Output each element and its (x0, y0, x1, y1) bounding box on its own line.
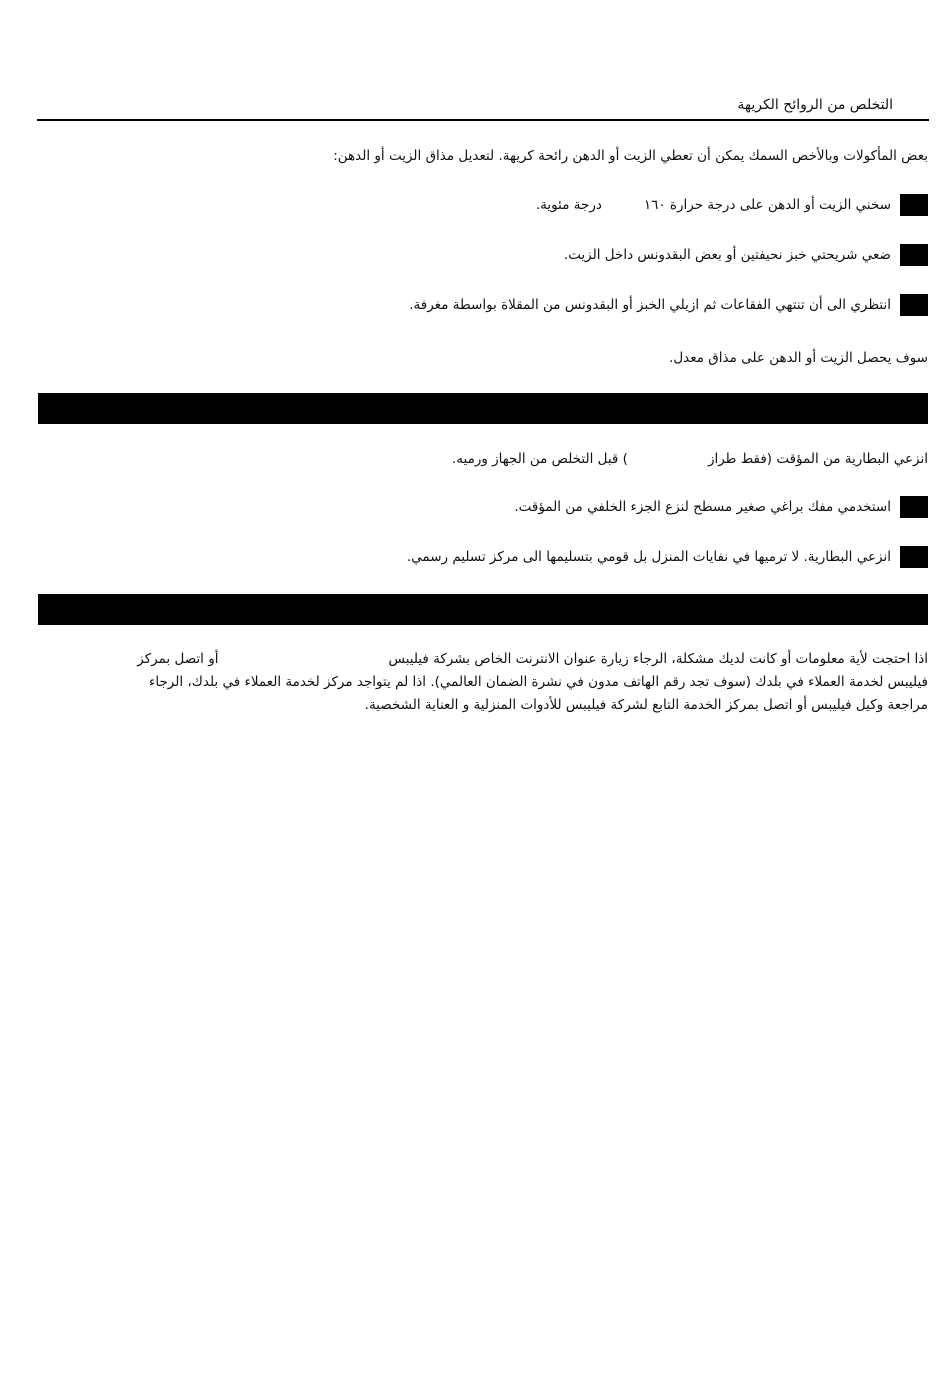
service-line-1-before: اذا احتجت لأية معلومات أو كانت لديك مشكلة، الرجاء زيارة عنوان الانترنت الخاص بشركة فيليبس (388, 651, 928, 667)
bullet-square-icon (900, 294, 928, 316)
odor-step-2-text: ضعي شريحتي خبز نحيفتين أو بعض البقدونس داخل الزيت. (563, 247, 891, 263)
odor-step-2 (564, 244, 928, 266)
environment-step-1-text: استخدمي مفك براغي صغير مسطح لنزع الجزء الخلفي من المؤقت. (514, 499, 891, 515)
service-heading-bar (38, 594, 928, 625)
environment-intro (452, 449, 928, 469)
environment-heading-bar (38, 393, 928, 424)
environment-step-2 (407, 546, 928, 568)
service-line-3: مراجعة وكيل فيليبس أو اتصل بمركز الخدمة التابع لشركة فيليبس للأدوات المنزلية و العناية الشخصية. (364, 697, 928, 713)
bullet-square-icon (900, 194, 928, 216)
service-paragraph (38, 648, 928, 717)
environment-step-1 (514, 496, 928, 518)
bullet-square-icon (900, 496, 928, 518)
service-line-2: فيليبس لخدمة العملاء في بلدك (سوف تجد رقم الهاتف مدون في نشرة الضمان العالمي). اذا لم يتواجد مركز لخدمة العملاء في بلدك، الرجاء (148, 674, 928, 690)
header-divider (37, 119, 929, 121)
odor-result: سوف يحصل الزيت أو الدهن على مذاق معدل. (669, 350, 928, 366)
service-line-1-after: أو اتصل بمركز (137, 651, 219, 667)
odor-step-1-before: سخني الزيت أو الدهن على درجة حرارة ١٦٠ (643, 197, 891, 213)
environment-step-2-text: انزعي البطارية. لا ترميها في نفايات المنزل بل قومي بتسليمها الى مركز تسليم رسمي. (406, 549, 891, 565)
bullet-square-icon (900, 546, 928, 568)
odor-step-3 (409, 294, 928, 316)
odor-intro: بعض المأكولات وبالأخص السمك يمكن أن تعطي الزيت أو الدهن رائحة كريهة. لتعديل مذاق الزيت أو الدهن: (333, 148, 928, 164)
odor-step-1 (536, 194, 928, 216)
page-title: التخلص من الروائح الكريهة (737, 97, 893, 113)
service-line-1 (38, 648, 928, 671)
odor-step-1-after: درجة مئوية. (535, 197, 602, 213)
environment-intro-after: ) قبل التخلص من الجهاز ورميه. (451, 451, 628, 467)
environment-intro-before: انزعي البطارية من المؤقت (فقط طراز (707, 451, 928, 467)
odor-step-1-text (536, 195, 891, 215)
bullet-square-icon (900, 244, 928, 266)
odor-step-3-text: انتظري الى أن تنتهي الفقاعات ثم ازيلي الخبز أو البقدونس من المقلاة بواسطة مغرفة. (409, 297, 891, 313)
